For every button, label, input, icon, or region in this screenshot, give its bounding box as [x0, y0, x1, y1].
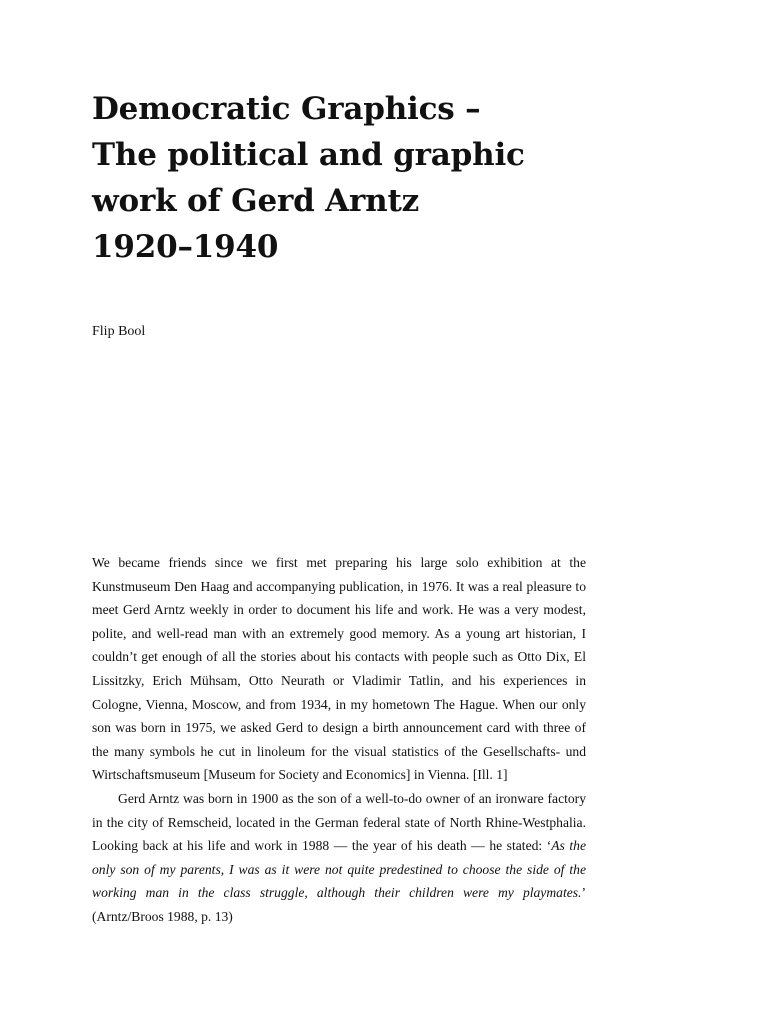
paragraph-1: We became friends since we first met preparing his large solo exhibition at the Kunstmuseum Den Haag and accompanying publication, in 1976. It was a real pleasure to meet Gerd Arntz weekly in order to document his life and work. He was a very modest, polite, and well-read man with an extremely good memory. As a young art historian, I couldn’t get enough of all the stories about his contacts with people such as Otto Dix, El Lissitzky, Erich Mühsam, Otto Neurath or Vladimir Tatlin, and his experiences in Cologne, Vienna, Moscow, and from 1934, in my hometown The Hague. When our only son was born in 1975, we asked Gerd to design a birth announcement card with three of the many symbols he cut in linoleum for the visual statistics of the Gesellschafts- und Wirtschaftsmuseum [Museum for Society and Economics] in Vienna. [Ill. 1]	[92, 555, 586, 783]
title-line-4: 1920–1940	[92, 229, 279, 265]
body-text	[92, 551, 586, 929]
paragraph-2	[92, 787, 586, 929]
paragraph-2-citation: ’ (Arntz/Broos 1988, p. 13)	[92, 885, 586, 924]
title-line-1: Democratic Graphics –	[92, 91, 481, 127]
page-title	[92, 86, 652, 270]
author-name: Flip Bool	[92, 324, 146, 339]
title-line-2: The political and graphic	[92, 137, 525, 173]
paragraph-2-intro: Gerd Arntz was born in 1900 as the son of a well-to-do owner of an ironware factory in the city of Remscheid, located in the German federal state of North Rhine-Westphalia. Looking back at his life and work in 1988 — the year of his death — he stated: ‘	[92, 790, 586, 854]
paragraph-2-quote: As the only son of my parents, I was as it were not quite predestined to choose the side of the working man in the class struggle, although their children were my playmates.	[92, 838, 586, 901]
title-line-3: work of Gerd Arntz	[92, 183, 420, 219]
